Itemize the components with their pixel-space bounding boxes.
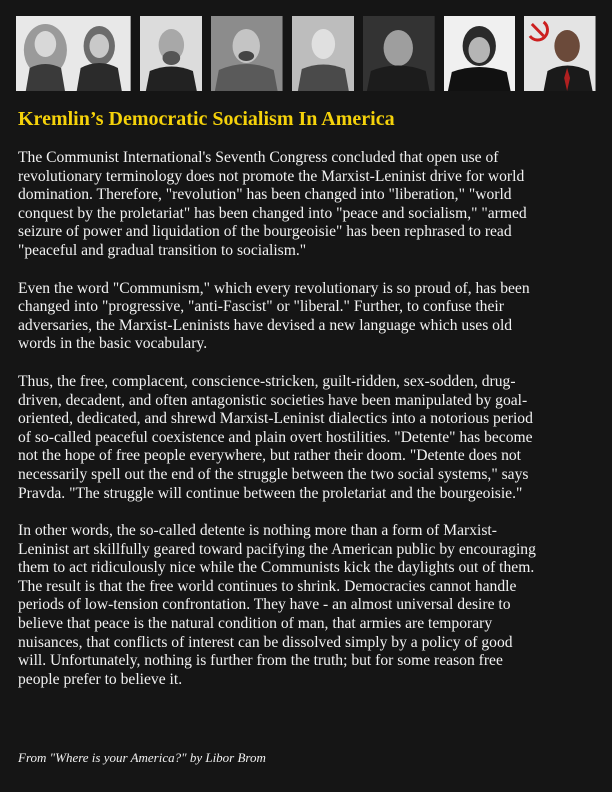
text-line: changed into "progressive, "anti-Fascist" or "liberal." Further, to confuse their	[18, 298, 504, 316]
article-title: Kremlin’s Democratic Socialism In America	[18, 108, 395, 130]
portrait-4	[292, 16, 355, 91]
text-line: driven, decadent, and often antagonistic societies have been manipulated by goal-	[18, 391, 528, 409]
text-line: Leninist art skillfully geared toward pacifying the American public by encouraging	[18, 540, 536, 558]
portrait-7	[524, 16, 596, 91]
text-line: not the hope of free people everywhere, but rather their doom. "Detente does not	[18, 447, 522, 465]
text-line: "peaceful and gradual transition to socialism."	[18, 241, 307, 259]
text-line: The result is that the free world continues to shrink. Democracies cannot handle	[18, 577, 517, 595]
text-line: oriented, dedicated, and shrewd Marxist-Leninist dialectics into a notorious period	[18, 410, 533, 428]
text-line: adversaries, the Marxist-Leninists have devised a new language which uses old	[18, 316, 513, 334]
paragraph-2	[18, 280, 603, 354]
text-line: conquest by the proletariat" has been changed into "peace and socialism," "armed	[18, 204, 527, 222]
text-line: The Communist International's Seventh Congress concluded that open use of	[18, 149, 499, 166]
portrait-5	[363, 16, 435, 91]
paragraph-1	[18, 149, 603, 261]
text-line: words in the basic vocabulary.	[18, 335, 208, 353]
text-line: seizure of power and liquidation of the bourgeoisie" has been rephrased to read	[18, 223, 512, 241]
text-line: domination. Therefore, "revolution" has been changed into "liberation," "world	[18, 186, 512, 204]
portrait-strip	[16, 16, 596, 91]
text-line: believe that peace is the natural condition of man, that armies are temporary	[18, 615, 493, 633]
text-line: them to act ridiculously nice while the Communists kick the daylights out of them.	[18, 559, 535, 577]
paragraph-4	[18, 522, 603, 689]
text-line: necessarily spell out the end of the struggle between the two social systems," says	[18, 465, 529, 483]
text-line: In other words, the so-called detente is nothing more than a form of Marxist-	[18, 522, 497, 540]
portrait-3	[211, 16, 283, 91]
text-line: periods of low-tension confrontation. They have - an almost universal desire to	[18, 596, 511, 614]
article-body	[18, 149, 603, 708]
text-line: of so-called peaceful coexistence and plain overt hostilities. "Detente" has become	[18, 428, 533, 446]
source-citation: From "Where is your America?" by Libor Brom	[18, 750, 266, 765]
text-line: Even the word "Communism," which every revolutionary is so proud of, has been	[18, 279, 530, 297]
portrait-6	[444, 16, 516, 91]
text-line: will. Unfortunately, nothing is further from the truth; but for some reason free	[18, 652, 503, 670]
portrait-pair	[16, 16, 131, 91]
text-line: revolutionary terminology does not promote the Marxist-Leninist drive for world	[18, 167, 525, 185]
text-line: Pravda. "The struggle will continue between the proletariat and the bourgeoisie."	[18, 484, 523, 502]
portrait-2	[140, 16, 203, 91]
text-line: people prefer to believe it.	[18, 670, 183, 688]
text-line: nuisances, that conflicts of interest can be dissolved simply by a policy of good	[18, 633, 513, 651]
text-line: Thus, the free, complacent, conscience-stricken, guilt-ridden, sex-sodden, drug-	[18, 372, 516, 390]
paragraph-3	[18, 373, 603, 503]
